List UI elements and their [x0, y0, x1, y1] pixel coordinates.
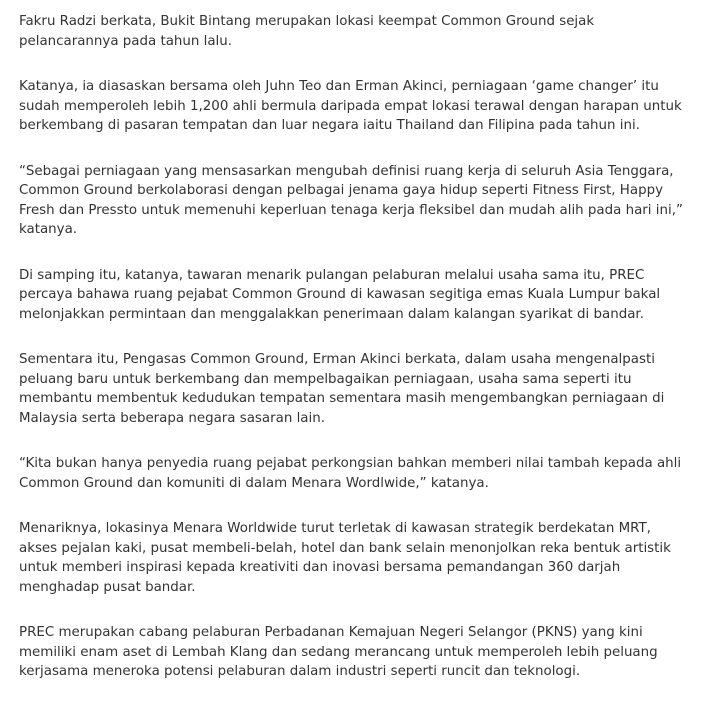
- article-paragraph: Katanya, ia diasaskan bersama oleh Juhn Teo dan Erman Akinci, perniagaan ‘game changer’ itu sudah memperoleh lebih 1,200 ahli bermula daripada empat lokasi terawal dengan harapan untuk berkembang di pasaran tempatan dan luar negara iaitu Thailand dan Filipina pada tahun ini.: [19, 79, 682, 133]
- article-paragraph: “Kita bukan hanya penyedia ruang pejabat perkongsian bahkan memberi nilai tambah kepada ahli Common Ground dan komuniti di dalam Menara Wordlwide,” katanya.: [19, 456, 682, 491]
- article-paragraph: “Sebagai perniagaan yang mensasarkan mengubah definisi ruang kerja di seluruh Asia Tenggara, Common Ground berkolaborasi dengan pelbagai jenama gaya hidup seperti Fitness First, Happy Fresh dan Pressto untuk memenuhi keperluan tenaga kerja fleksibel dan mudah alih pada hari ini,” katanya.: [19, 163, 683, 237]
- article-paragraph: Fakru Radzi berkata, Bukit Bintang merupakan lokasi keempat Common Ground sejak pelancarannya pada tahun lalu.: [19, 14, 595, 49]
- article-paragraph: Menariknya, lokasinya Menara Worldwide turut terletak di kawasan strategik berdekatan MRT, akses pejalan kaki, pusat membeli-belah, hotel dan bank selain menonjolkan reka bentuk artistik untuk memberi inspirasi kepada kreativiti dan inovasi bersama pemandangan 360 darjah menghadap pusat bandar.: [19, 521, 671, 595]
- article-paragraph: PREC merupakan cabang pelaburan Perbadanan Kemajuan Negeri Selangor (PKNS) yang kini memiliki enam aset di Lembah Klang dan sedang merancang untuk memperoleh lebih peluang kerjasama meneroka potensi pelaburan dalam industri seperti runcit dan teknologi.: [19, 625, 658, 679]
- article-paragraph: Di samping itu, katanya, tawaran menarik pulangan pelaburan melalui usaha sama itu, PREC percaya bahawa ruang pejabat Common Ground di kawasan segitiga emas Kuala Lumpur bakal melonjakkan permintaan dan menggalakkan penerimaan dalam kalangan syarikat di bandar.: [19, 267, 661, 322]
- article-body: [19, 12, 691, 708]
- article-paragraph: Sementara itu, Pengasas Common Ground, Erman Akinci berkata, dalam usaha mengenalpasti peluang baru untuk berkembang dan mempelbagaikan perniagaan, usaha sama seperti itu membantu membentuk kedudukan tempatan sementara masih mengembangkan perniagaan di Malaysia serta beberapa negara sasaran lain.: [19, 352, 665, 426]
